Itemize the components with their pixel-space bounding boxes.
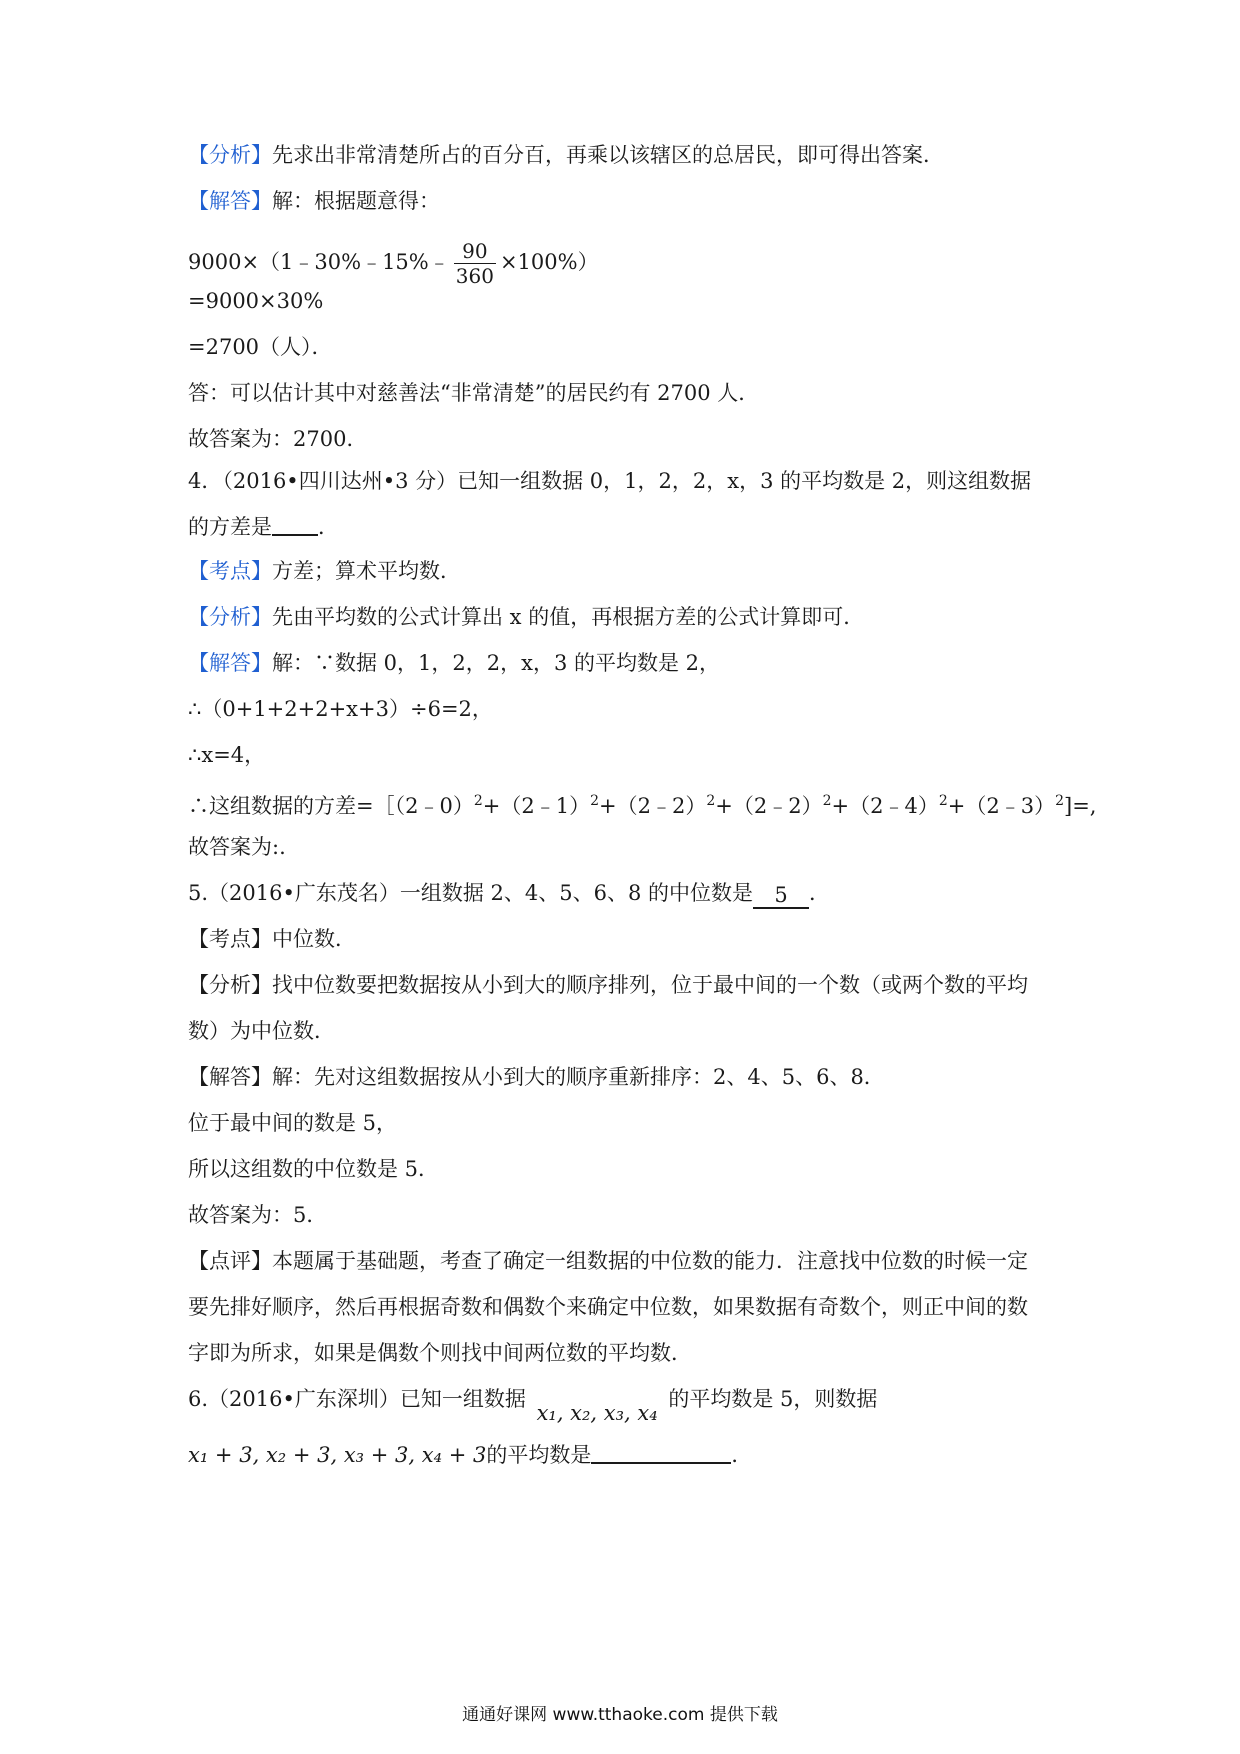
formula-pre: 9000×（1﹣30%﹣15%﹣ [188,250,450,274]
q4-answer-line [188,648,1068,678]
q4-calc-2: ∴x=4， [188,743,266,767]
q5-comment-text: 本题属于基础题，考查了确定一组数据的中位数的能力．注意找中位数的时候一定 [272,1249,1028,1273]
q4-point-line [188,556,1068,586]
formula-line [188,232,1068,292]
question-6-line-2 [188,1440,1068,1470]
question-4-end: ． [318,515,339,539]
q4-point-text: 方差；算术平均数． [272,559,461,583]
point-tag: 【考点】 [188,559,272,583]
q5-comment-line-2: 要先排好顺序，然后再根据奇数和偶数个来确定中位数，如果数据有奇数个，则正中间的数 [188,1295,1028,1319]
final-answer-line: 故答案为：2700． [188,427,368,451]
square-exponent: 2 [590,793,599,809]
q5-analysis-line-1 [188,970,1068,1000]
q5-calc-2: 所以这组数的中位数是 5． [188,1157,440,1181]
square-exponent: 2 [706,793,716,809]
answer-tag: 【解答】 [188,189,272,213]
question-6-end: ． [731,1443,753,1467]
q5-analysis-line-2: 数）为中位数． [188,1019,335,1043]
q5-answer-text: 解：先对这组数据按从小到大的顺序重新排序：2、4、5、6、8． [272,1065,885,1089]
conclusion-line: 答：可以估计其中对慈善法“非常清楚”的居民约有 2700 人． [188,381,760,405]
square-exponent: 2 [1055,793,1064,809]
analysis-tag: 【分析】 [188,973,272,997]
q4-analysis-line [188,602,1068,632]
variance-term-6: +（2﹣3） [947,794,1056,818]
question-6-stem: 6.（2016•广东深圳）已知一组数据 [188,1387,526,1411]
question-6-line-1 [188,1384,1068,1425]
q5-point-line [188,924,1068,954]
square-exponent: 2 [822,793,832,809]
q5-answer-line [188,1062,1068,1092]
answer-text: 解：根据题意得： [272,189,440,213]
answer-tag: 【解答】 [188,651,272,675]
variance-end: ]=, [1064,794,1097,818]
q5-final-line: 故答案为：5． [188,1203,328,1227]
q4-final-line: 故答案为:. [188,835,286,859]
analysis-tag: 【分析】 [188,143,272,167]
question-4-line-2 [188,512,1068,542]
variance-term-2: +（2﹣1） [482,794,591,818]
fraction-denominator: 360 [455,264,494,288]
answer-blank: 5 [753,883,809,909]
q6-expression: x₁ + 3, x₂ + 3, x₃ + 3, x₄ + 3 [188,1443,487,1467]
q4-answer-text: 解：∵数据 0，1，2，2，x，3 的平均数是 2， [272,651,721,675]
fraction-numerator: 90 [454,239,496,264]
q5-analysis-text: 找中位数要把数据按从小到大的顺序排列，位于最中间的一个数（或两个数的平均 [272,973,1028,997]
q6-variables: x₁, x₂, x₃, x₄ [536,1401,658,1425]
analysis-text: 先求出非常清楚所占的百分百，再乘以该辖区的总居民，即可得出答案． [272,143,944,167]
q5-comment-line-1 [188,1246,1068,1276]
question-6-mid: 的平均数是 5，则数据 [668,1387,878,1411]
answer-blank [272,512,318,536]
question-6-tail: 的平均数是 [486,1443,592,1467]
question-5-stem: 5.（2016•广东茂名）一组数据 2、4、5、6、8 的中位数是 [188,881,754,905]
fraction [454,239,496,288]
answer-blank [591,1440,731,1464]
question-5-line [188,878,1068,909]
point-tag: 【考点】 [188,927,272,951]
variance-term-3: +（2﹣2） [599,794,707,818]
comment-tag: 【点评】 [188,1249,272,1273]
question-4-stem: 的方差是 [188,515,272,539]
q4-variance-line [188,786,1097,821]
q5-comment-line-3: 字即为所求，如果是偶数个则找中间两位数的平均数． [188,1341,692,1365]
q4-calc-1: ∴（0+1+2+2+x+3）÷6=2， [188,697,493,721]
variance-term-5: +（2﹣4） [831,794,939,818]
answer-line [188,186,1068,216]
analysis-line [188,140,1068,170]
variance-term-4: +（2﹣2） [715,794,823,818]
square-exponent: 2 [938,793,948,809]
q4-analysis-text: 先由平均数的公式计算出 x 的值，再根据方差的公式计算即可． [272,605,865,629]
q5-calc-1: 位于最中间的数是 5， [188,1111,398,1135]
answer-tag: 【解答】 [188,1065,272,1089]
page-footer: 通通好课网 www.tthaoke.com 提供下载 [462,1705,778,1725]
question-5-end: ． [809,881,831,905]
formula-post: ×100%） [499,250,599,274]
square-exponent: 2 [473,793,483,809]
q5-point-text: 中位数． [272,927,356,951]
calc-line-1: =9000×30% [188,289,324,313]
analysis-tag: 【分析】 [188,605,272,629]
question-4-line-1: 4．（2016•四川达州•3 分）已知一组数据 0，1，2，2，x，3 的平均数是 2，则这组数据 [188,469,1032,493]
variance-term-1: ∴这组数据的方差=［（2﹣0） [188,794,474,818]
calc-line-2: =2700（人）． [188,335,333,359]
